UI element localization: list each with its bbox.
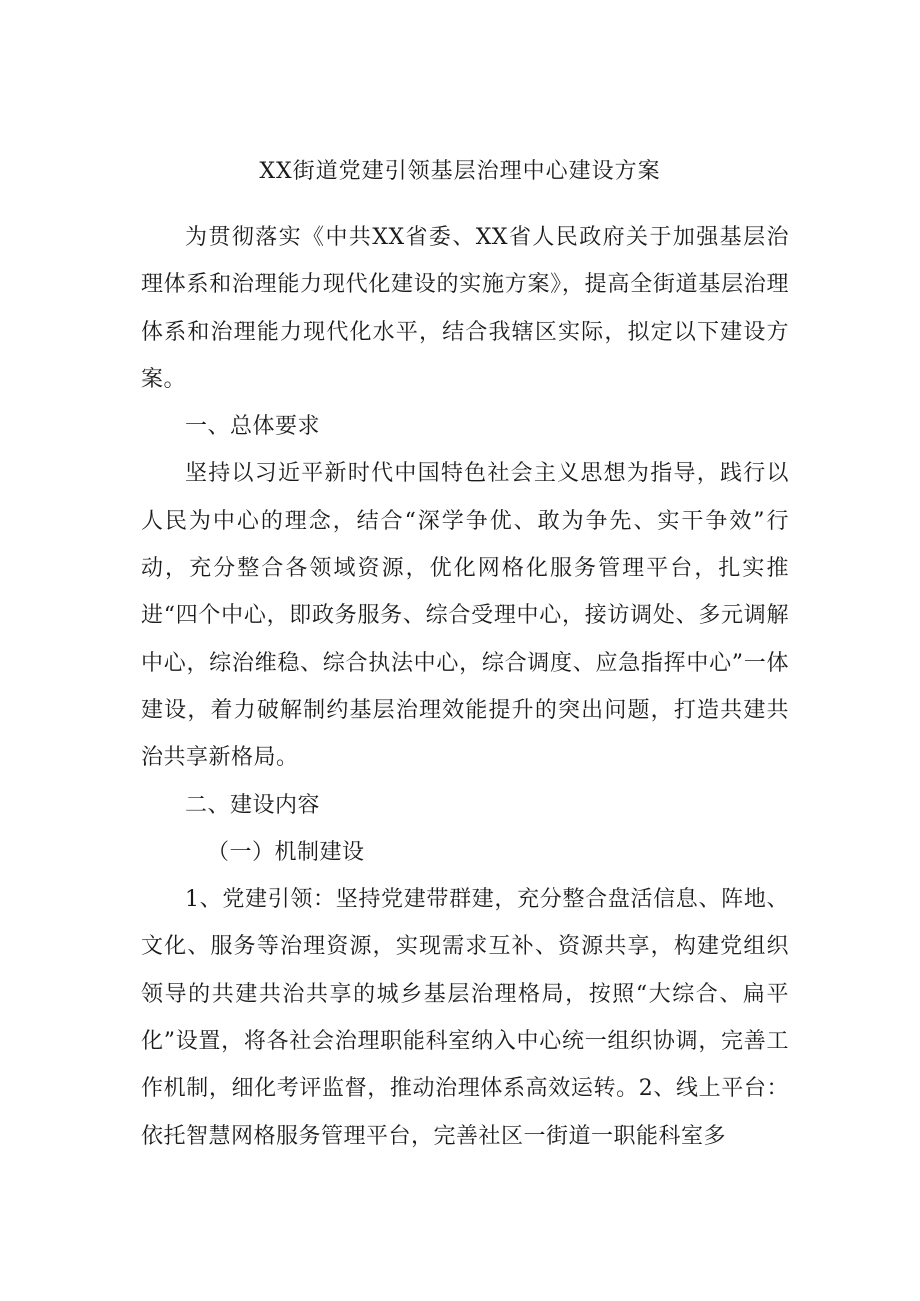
- subsection-heading-mechanism: （一）机制建设: [207, 839, 365, 865]
- document-body: [141, 214, 789, 1160]
- paragraph-intro: 为贯彻落实《中共XX省委、XX省人民政府关于加强基层治理体系和治理能力现代化建设的实施方案》，提高全街道基层治理体系和治理能力现代化水平，结合我辖区实际，拟定以下建设方案。: [141, 225, 789, 392]
- paragraph-mechanism-items: 1、党建引领：坚持党建带群建，充分整合盘活信息、阵地、文化、服务等治理资源，实现需求互补、资源共享，构建党组织领导的共建共治共享的城乡基层治理格局，按照“大综合、扁平化”设置，将各社会治理职能科室纳入中心统一组织协调，完善工作机制，细化考评监督，推动治理体系高效运转。2、线上平台：依托智慧网格服务管理平台，完善社区一街道一职能科室多: [141, 887, 789, 1149]
- section-heading-general-requirements: 一、总体要求: [185, 414, 321, 440]
- paragraph-general-requirements: 坚持以习近平新时代中国特色社会主义思想为指导，践行以人民为中心的理念，结合“深学争优、敢为争先、实干争效”行动，充分整合各领域资源，优化网格化服务管理平台，扎实推进“四个中心，即政务服务、综合受理中心，接访调处、多元调解中心，综治维稳、综合执法中心，综合调度、应急指挥中心”一体建设，着力破解制约基层治理效能提升的突出问题，打造共建共治共享新格局。: [141, 461, 789, 771]
- section-heading-construction-content: 二、建设内容: [185, 792, 321, 818]
- document-title: XX街道党建引领基层治理中心建设方案: [259, 159, 661, 184]
